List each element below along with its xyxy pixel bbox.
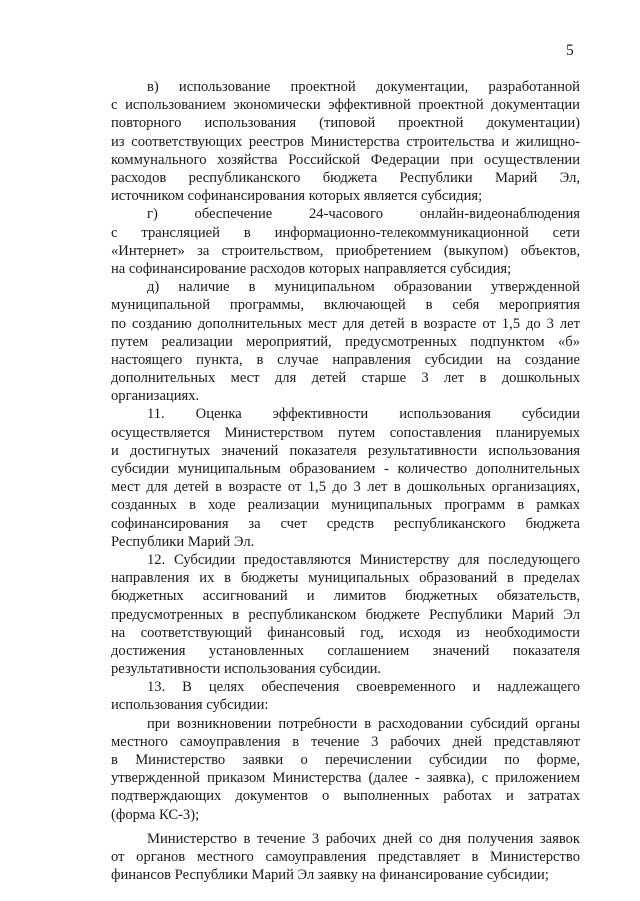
text-line: Министерство в течение 3 рабочих дней со дня получения заявок <box>147 830 580 847</box>
text-line: с трансляцией в информационно-телекоммуникационной сети <box>111 224 580 241</box>
page-number: 5 <box>566 42 574 59</box>
text-line: от органов местного самоуправления представляет в Министерство <box>111 848 580 865</box>
text-line: в) использование проектной документации, разработанной <box>147 79 580 95</box>
text-line: направления их в бюджеты муниципальных образований в пределах <box>111 570 580 587</box>
text-line: субсидии муниципальным образованием - количество дополнительных <box>111 461 580 478</box>
text-line: предусмотренных в республиканском бюджете Республики Марий Эл <box>111 606 580 623</box>
paragraph-item-12 <box>111 551 580 678</box>
paragraph-item-13-request <box>111 715 580 824</box>
text-line: результативности использования субсидии. <box>111 661 382 678</box>
paragraph-item-13-ministry <box>111 830 580 885</box>
text-line: мест для детей в возрасте от 1,5 до 3 лет в дошкольных организациях, <box>111 479 580 496</box>
text-line: финансов Республики Марий Эл заявку на финансирование субсидии; <box>111 867 549 884</box>
text-line: путем реализации мероприятий, предусмотренных подпунктом «б» <box>111 333 580 350</box>
text-line: и достигнутых значений показателя результативности использования <box>111 442 580 459</box>
text-line: д) наличие в муниципальном образовании утвержденной <box>147 279 580 296</box>
text-line: софинансирования за счет средств республиканского бюджета <box>111 515 580 532</box>
text-line: осуществляется Министерством путем сопоставления планируемых <box>111 424 580 441</box>
text-line: бюджетных ассигнований и лимитов бюджетных обязательств, <box>111 588 580 605</box>
text-line: в Министерство заявки о перечислении субсидии по форме, <box>111 752 580 769</box>
text-line: организациях. <box>111 388 200 405</box>
text-line: (форма КС-3); <box>111 806 200 823</box>
text-line: утвержденной приказом Министерства (далее - заявка), с приложением <box>111 770 580 787</box>
text-line: дополнительных мест для детей старше 3 лет в дошкольных <box>111 370 580 387</box>
text-line: расходов республиканского бюджета Республики Марий Эл, <box>111 169 580 186</box>
paragraph-item-13 <box>111 678 580 714</box>
text-line: созданных в ходе реализации муниципальных программ в рамках <box>111 497 580 514</box>
text-line: «Интернет» за строительством, приобретением (выкупом) объектов, <box>111 242 580 259</box>
text-line: при возникновении потребности в расходовании субсидий органы <box>147 715 580 732</box>
text-line: местного самоуправления в течение 3 рабочих дней представляют <box>111 733 580 750</box>
text-line: 11. Оценка эффективности использования субсидии <box>147 406 580 423</box>
text-line: из соответствующих реестров Министерства строительства и жилищно- <box>111 133 580 150</box>
paragraph-item-d <box>111 278 580 405</box>
text-line: достижения установленных соглашением значений показателя <box>111 642 580 659</box>
text-line: г) обеспечение 24-часового онлайн-видеонаблюдения <box>147 206 580 223</box>
paragraph-item-g <box>111 205 580 278</box>
text-line: Республики Марий Эл. <box>111 533 255 550</box>
text-line: коммунального хозяйства Российской Федерации при осуществлении <box>111 151 580 168</box>
text-line: на софинансирование расходов которых направляется субсидия; <box>111 260 512 277</box>
text-line: повторного использования (типовой проектной документации) <box>111 115 580 132</box>
text-line: 12. Субсидии предоставляются Министерству для последующего <box>147 551 580 568</box>
text-line: муниципальной программы, включающей в себя мероприятия <box>111 297 580 314</box>
text-line: подтверждающих документов о выполненных работах и затратах <box>111 788 580 805</box>
text-line: использования субсидии: <box>111 697 269 714</box>
text-line: источником софинансирования которых является субсидия; <box>111 188 483 205</box>
text-line: настоящего пункта, в случае направления субсидии на создание <box>111 351 580 368</box>
text-line: по созданию дополнительных мест для детей в возрасте от 1,5 до 3 лет <box>111 315 580 332</box>
text-line: на соответствующий финансовый год, исходя из необходимости <box>111 624 580 641</box>
paragraph-item-11 <box>111 405 580 551</box>
document-body <box>111 78 580 884</box>
text-line: 13. В целях обеспечения своевременного и надлежащего <box>147 679 580 696</box>
paragraph-item-v <box>111 78 580 205</box>
text-line: с использованием экономически эффективной проектной документации <box>111 97 580 114</box>
